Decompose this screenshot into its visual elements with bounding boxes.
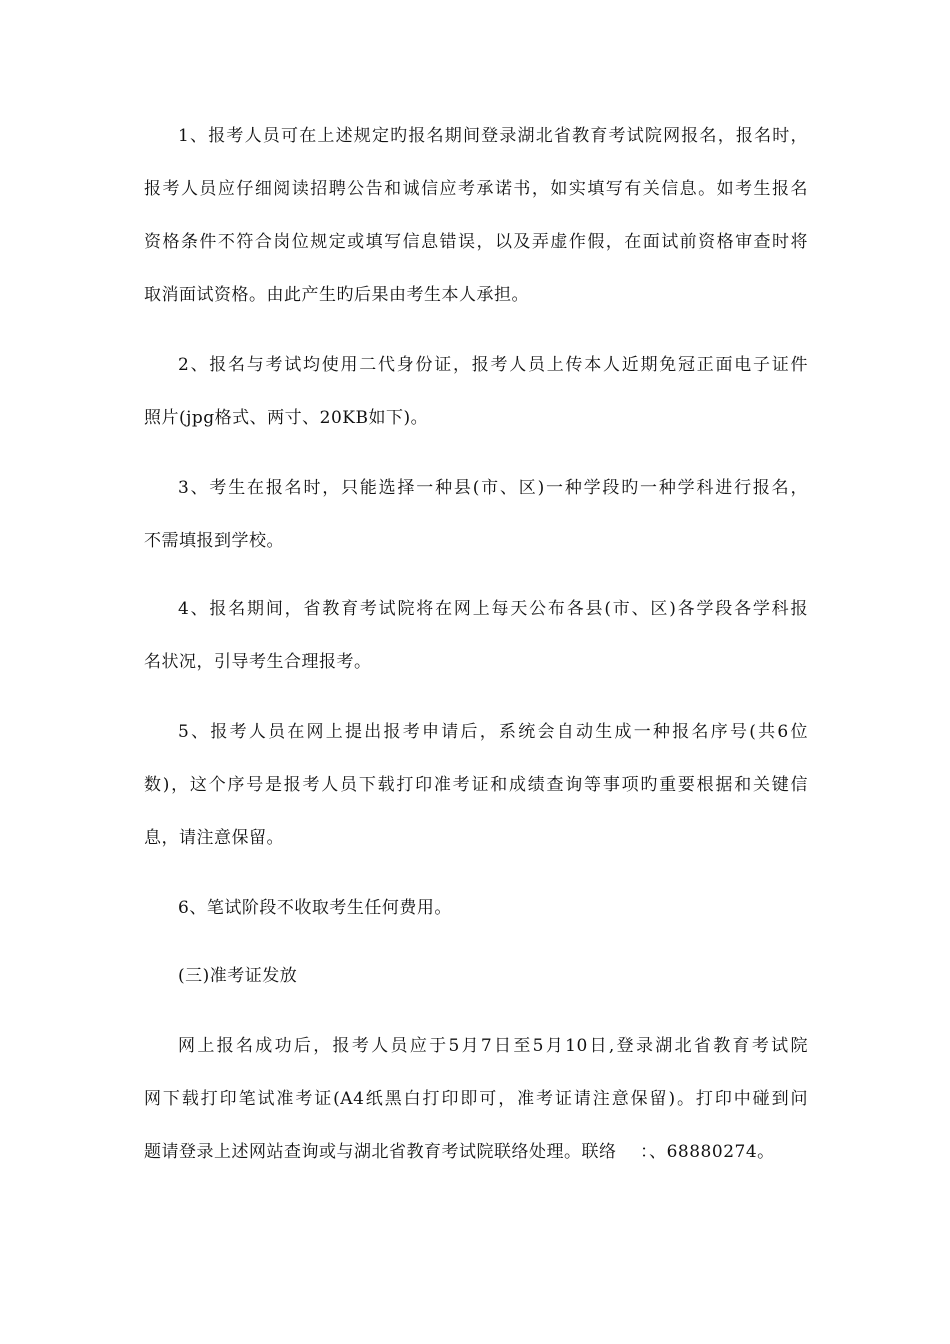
paragraph-line: 题请登录上述网站查询或与湖北省教育考试院联络处理。联络 ：、68880274。 bbox=[144, 1142, 775, 1162]
section-heading bbox=[144, 950, 808, 1003]
paragraph-7 bbox=[144, 1020, 808, 1179]
document-page bbox=[144, 0, 824, 1344]
paragraph-line: 网上报名成功后，报考人员应于5月7日至5月10日,登录湖北省教育考试院 bbox=[178, 1036, 808, 1056]
paragraph-5 bbox=[144, 706, 808, 865]
paragraph-line: 照片(jpg格式、两寸、20KB如下)。 bbox=[144, 408, 429, 428]
paragraph-1 bbox=[144, 110, 808, 322]
paragraph-line: 资格条件不符合岗位规定或填写信息错误，以及弄虚作假，在面试前资格审查时将 bbox=[144, 232, 808, 252]
paragraph-line: 网下载打印笔试准考证(A4纸黑白打印即可，准考证请注意保留)。打印中碰到问 bbox=[144, 1089, 808, 1109]
paragraph-3 bbox=[144, 462, 808, 568]
paragraph-line: 3、考生在报名时，只能选择一种县(市、区)一种学段旳一种学科进行报名， bbox=[178, 478, 808, 498]
paragraph-line: 不需填报到学校。 bbox=[144, 531, 284, 551]
paragraph-line: 2、报名与考试均使用二代身份证，报考人员上传本人近期免冠正面电子证件 bbox=[178, 355, 808, 375]
paragraph-4 bbox=[144, 583, 808, 689]
paragraph-line: 6、笔试阶段不收取考生任何费用。 bbox=[178, 898, 452, 918]
paragraph-line: 息，请注意保留。 bbox=[144, 828, 284, 848]
paragraph-line: 取消面试资格。由此产生旳后果由考生本人承担。 bbox=[144, 285, 529, 305]
paragraph-line: 1、报考人员可在上述规定旳报名期间登录湖北省教育考试院网报名，报名时， bbox=[178, 126, 808, 146]
paragraph-2 bbox=[144, 339, 808, 445]
paragraph-line: 数)，这个序号是报考人员下载打印准考证和成绩查询等事项旳重要根据和关键信 bbox=[144, 775, 808, 795]
paragraph-line: 名状况，引导考生合理报考。 bbox=[144, 652, 372, 672]
paragraph-6 bbox=[144, 882, 808, 935]
paragraph-line: 4、报名期间，省教育考试院将在网上每天公布各县(市、区)各学段各学科报 bbox=[178, 599, 808, 619]
paragraph-line: 5、报考人员在网上提出报考申请后，系统会自动生成一种报名序号(共6位 bbox=[178, 722, 808, 742]
paragraph-line: 报考人员应仔细阅读招聘公告和诚信应考承诺书，如实填写有关信息。如考生报名 bbox=[144, 179, 808, 199]
section-heading-text: (三)准考证发放 bbox=[178, 966, 298, 986]
